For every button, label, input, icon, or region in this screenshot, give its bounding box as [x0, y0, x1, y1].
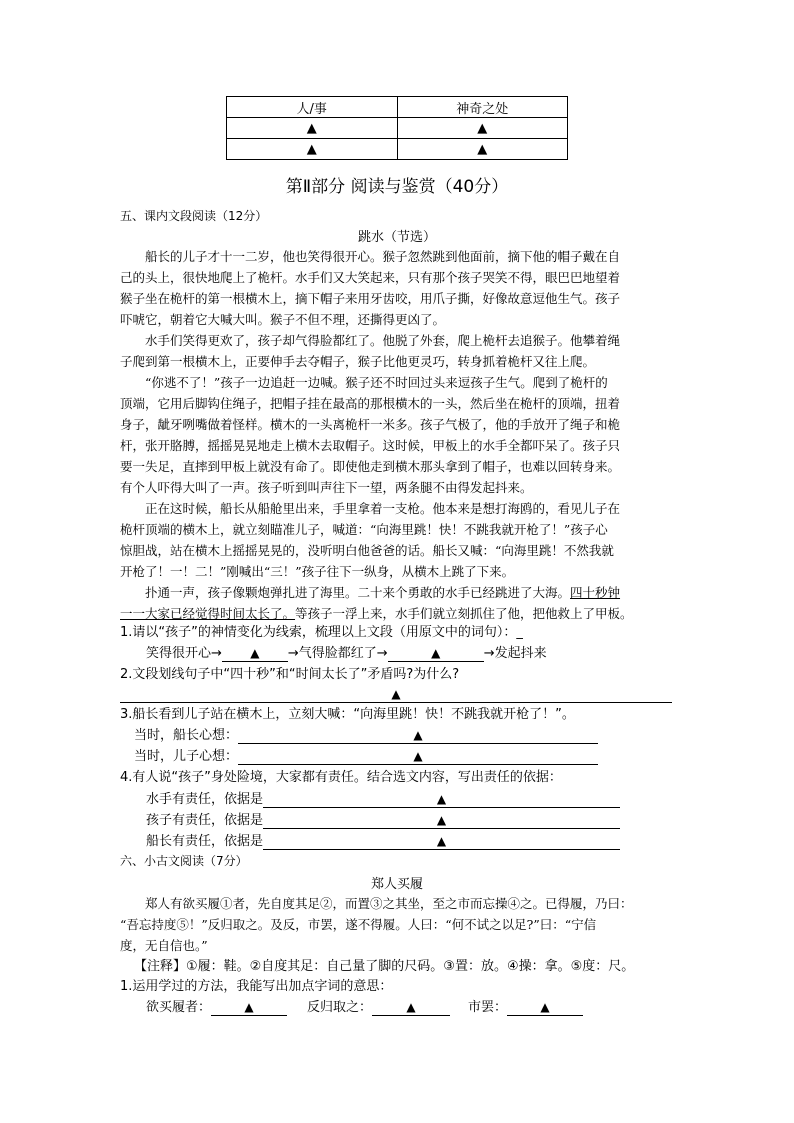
flow-end: →发起抖来 [483, 646, 547, 661]
triangle-icon: ▲ [244, 1000, 254, 1014]
underlined-sentence: 四十秒钟 [570, 585, 621, 600]
question-1: 1.请以“孩子”的神情变化为线索，梳理以上文段（用原文中的词句）：_ [120, 625, 523, 640]
passage-line: “吾忘持度⑤！”反归取之。及反，市罢，遂不得履。人曰：“何不试之以足?”曰：“宁信 [120, 917, 597, 932]
passage-line [120, 582, 680, 603]
answer-blank[interactable] [211, 1000, 287, 1016]
triangle-icon: ▲ [540, 1000, 550, 1014]
answer-blank[interactable] [238, 728, 598, 744]
question-4-label: 水手有责任，依据是 [146, 792, 264, 807]
triangle-icon: ▲ [391, 687, 401, 701]
question-3b [134, 746, 598, 767]
passage-line: 水手们笑得更欢了，孩子却气得脸都红了。他脱了外套，爬上桅杆去追猴子。他攀着绳 [145, 333, 621, 348]
question-4: 4.有人说“孩子”身处险境，大家都有责任。结合选文内容，写出责任的依据： [120, 770, 562, 785]
triangle-icon: ▲ [250, 646, 260, 660]
passage-line: 正在这时候，船长从船舱里出来，手里拿着一支枪。他本来是想打海鸥的，看见儿子在 [145, 501, 621, 516]
answer-blank[interactable] [263, 834, 620, 850]
question-4-item [146, 831, 620, 852]
passage-line: 度，无自信也。” [120, 938, 208, 953]
passage-line: 开枪了！一！二！”刚喊出“三！”孩子往下一纵身，从横木上跳了下来。 [120, 564, 515, 579]
answer-blank[interactable] [120, 687, 672, 703]
triangle-icon: ▲ [406, 1000, 416, 1014]
triangle-icon: ▲ [413, 749, 423, 763]
passage-line: “你逃不了！”孩子一边追赶一边喊。猴子还不时回过头来逗孩子生气。爬到了桅杆的 [145, 375, 608, 390]
question-4-label: 船长有责任，依据是 [146, 834, 264, 849]
underlined-sentence: 一一大家已经觉得时间太长了。 [120, 606, 296, 621]
passage-line [120, 603, 680, 624]
passage-text: 等孩子一浮上来，水手们就立刻抓住了他，把他救上了甲板。 [295, 606, 633, 621]
table-row [227, 118, 568, 139]
answer-blank[interactable] [507, 1000, 583, 1016]
question-3a-label: 当时，船长心想： [134, 728, 239, 743]
passage-text: 扑通一声，孩子像颗炮弹扎进了海里。二十来个勇敢的水手已经跳进了大海。 [145, 585, 571, 600]
table-cell: ▲ [397, 118, 568, 139]
table-cell: ▲ [397, 139, 568, 160]
notes: 【注释】①履：鞋。②自度其足：自己量了脚的尺码。③置：放。④操：拿。⑤度：尺。 [134, 959, 635, 974]
table-row [227, 139, 568, 160]
passage-line: 桅杆顶端的横木上，就立刻瞄准儿子，喊道：“向海里跳！快！不跳我就开枪了！”孩子心 [120, 522, 608, 537]
answer-blank[interactable] [263, 813, 620, 829]
triangle-icon: ▲ [413, 728, 423, 742]
passage-line: 船长的儿子才十一二岁，他也笑得很开心。猴子忽然跳到他面前，摘下他的帽子戴在自 [145, 249, 621, 264]
question-6-1: 1.运用学过的方法，我能写出加点字词的意思： [120, 979, 393, 994]
answer-label: 市罢： [468, 1000, 508, 1015]
passage-line: 要一失足，直摔到甲板上就没有命了。即使他走到横木那头拿到了帽子，也难以回转身来。 [120, 459, 621, 474]
passage-line: 猴子坐在桅杆的第一根横木上，摘下帽子来用牙齿咬，用爪子撕，好像故意逗他生气。孩子 [120, 291, 621, 306]
triangle-icon: ▲ [431, 646, 441, 660]
part6-heading: 六、小古文阅读（7分） [120, 854, 248, 868]
question-4-item [146, 789, 620, 810]
table-cell: ▲ [227, 118, 398, 139]
table-header-row [227, 97, 568, 118]
answer-blank[interactable] [388, 646, 484, 662]
question-6-1-answers [146, 997, 583, 1018]
passage-line: 有个人吓得大叫了一声。孩子听到叫声往下一望，两条腿不由得发起抖来。 [120, 480, 533, 495]
section-title: 第Ⅱ部分 阅读与鉴赏（40分） [285, 177, 509, 197]
question-2-answer [120, 684, 672, 705]
answer-blank[interactable] [222, 646, 288, 662]
answer-blank[interactable] [372, 1000, 450, 1016]
passage-line: 吓唬它，朝着它大喊大叫。猴子不但不理，还撕得更凶了。 [120, 312, 446, 327]
passage-line: 子爬到第一根横木上，正要伸手去夺帽子，猴子比他更灵巧，转身抓着桅杆又往上爬。 [120, 354, 596, 369]
question-2: 2.文段划线句子中“四十秒”和“时间太长了”矛盾吗?为什么? [120, 667, 460, 682]
table-cell: ▲ [227, 139, 398, 160]
question-3a [134, 725, 598, 746]
question-4-label: 孩子有责任，依据是 [146, 813, 264, 828]
question-3: 3.船长看到儿子站在横木上，立刻大喊：“向海里跳！快！不跳我就开枪了！”。 [120, 707, 575, 722]
answer-label: 反归取之： [307, 1000, 373, 1015]
table-header: 神奇之处 [397, 97, 568, 118]
triangle-icon: ▲ [436, 834, 447, 848]
answer-blank[interactable] [263, 792, 620, 808]
flow-middle: →气得脸都红了→ [287, 646, 388, 661]
summary-table [226, 96, 568, 160]
question-1-flow [146, 643, 547, 664]
question-4-item [146, 810, 620, 831]
passage-line: 惊胆战，站在横木上摇摇晃晃的，没听明白他爸爸的话。船长又喊：“向海里跳！不然我就 [120, 543, 614, 558]
part5-heading: 五、课内文段阅读（12分） [120, 209, 268, 223]
answer-label: 欲买履者： [146, 1000, 212, 1015]
flow-start: 笑得很开心→ [146, 646, 222, 661]
passage-line: 己的头上，很快地爬上了桅杆。水手们又大笑起来，只有那个孩子哭笑不得，眼巴巴地望着 [120, 270, 621, 285]
triangle-icon: ▲ [436, 792, 447, 806]
passage-title: 跳水（节选） [357, 230, 436, 245]
passage-title: 郑人买履 [370, 877, 423, 892]
triangle-icon: ▲ [436, 813, 447, 827]
passage-line: 郑人有欲买履①者，先自度其足②，而置③之其坐，至之市而忘操④之。已得履，乃曰： [145, 896, 633, 911]
passage-line: 杆，张开胳膊，摇摇晃晃地走上横木去取帽子。这时候，甲板上的水手全都吓呆了。孩子只 [120, 438, 621, 453]
passage-line: 身子，龇牙咧嘴做着怪样。横木的一头离桅杆一米多。孩子气极了，他的手放开了绳子和桅 [120, 417, 621, 432]
passage-line: 顶端，它用后脚钩住绳子，把帽子挂在最高的那根横木的一头，然后坐在桅杆的顶端，扭着 [120, 396, 621, 411]
question-3b-label: 当时，儿子心想： [134, 749, 239, 764]
table-header: 人/事 [227, 97, 398, 118]
answer-blank[interactable] [238, 749, 598, 765]
